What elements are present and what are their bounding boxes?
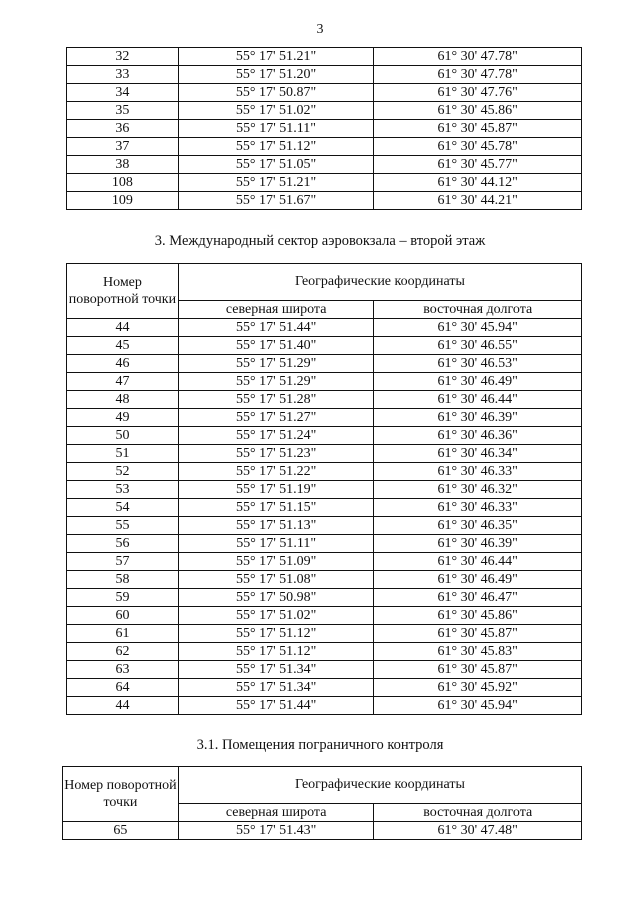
cell-latitude: 55° 17' 51.29" <box>178 355 374 373</box>
cell-latitude: 55° 17' 51.15" <box>178 499 374 517</box>
table-row <box>67 481 582 499</box>
cell-latitude: 55° 17' 51.21" <box>178 48 374 66</box>
cell-longitude: 61° 30' 46.39" <box>374 535 582 553</box>
cell-point-number: 51 <box>67 445 179 463</box>
cell-point-number: 47 <box>67 373 179 391</box>
cell-latitude: 55° 17' 51.44" <box>178 319 374 337</box>
table-row <box>67 553 582 571</box>
cell-latitude: 55° 17' 51.19" <box>178 481 374 499</box>
cell-latitude: 55° 17' 51.22" <box>178 463 374 481</box>
table-row <box>67 661 582 679</box>
cell-latitude: 55° 17' 50.87" <box>178 84 374 102</box>
table-row <box>67 499 582 517</box>
cell-point-number: 53 <box>67 481 179 499</box>
cell-point-number: 44 <box>67 319 179 337</box>
table-row <box>67 391 582 409</box>
cell-longitude: 61° 30' 46.35" <box>374 517 582 535</box>
cell-point-number: 63 <box>67 661 179 679</box>
header-latitude: северная широта <box>178 804 374 822</box>
cell-longitude: 61° 30' 46.49" <box>374 571 582 589</box>
cell-point-number: 45 <box>67 337 179 355</box>
cell-latitude: 55° 17' 50.98" <box>178 589 374 607</box>
table-row <box>67 625 582 643</box>
cell-longitude: 61° 30' 46.47" <box>374 589 582 607</box>
cell-latitude: 55° 17' 51.29" <box>178 373 374 391</box>
cell-point-number: 54 <box>67 499 179 517</box>
header-point-number: Номер поворотной точки <box>67 264 179 319</box>
cell-point-number: 33 <box>67 66 179 84</box>
cell-point-number: 49 <box>67 409 179 427</box>
table-row <box>67 102 582 120</box>
cell-point-number: 60 <box>67 607 179 625</box>
table-row <box>67 517 582 535</box>
header-geographic-coordinates: Географические координаты <box>178 767 581 804</box>
cell-longitude: 61° 30' 45.87" <box>374 625 582 643</box>
table-row <box>67 337 582 355</box>
table-row <box>67 138 582 156</box>
table-row <box>67 48 582 66</box>
cell-point-number: 64 <box>67 679 179 697</box>
cell-latitude: 55° 17' 51.34" <box>178 679 374 697</box>
cell-longitude: 61° 30' 47.78" <box>374 48 582 66</box>
cell-latitude: 55° 17' 51.21" <box>178 174 374 192</box>
cell-longitude: 61° 30' 46.32" <box>374 481 582 499</box>
cell-point-number: 58 <box>67 571 179 589</box>
cell-latitude: 55° 17' 51.12" <box>178 625 374 643</box>
header-longitude: восточная долгота <box>374 301 582 319</box>
cell-point-number: 46 <box>67 355 179 373</box>
cell-longitude: 61° 30' 45.87" <box>374 120 582 138</box>
cell-longitude: 61° 30' 47.48" <box>374 822 582 840</box>
cell-point-number: 35 <box>67 102 179 120</box>
table-row <box>67 355 582 373</box>
table-row <box>67 697 582 715</box>
cell-longitude: 61° 30' 44.21" <box>374 192 582 210</box>
cell-longitude: 61° 30' 45.83" <box>374 643 582 661</box>
cell-longitude: 61° 30' 45.86" <box>374 607 582 625</box>
cell-latitude: 55° 17' 51.05" <box>178 156 374 174</box>
cell-point-number: 62 <box>67 643 179 661</box>
header-latitude: северная широта <box>178 301 374 319</box>
cell-longitude: 61° 30' 46.34" <box>374 445 582 463</box>
cell-latitude: 55° 17' 51.20" <box>178 66 374 84</box>
cell-latitude: 55° 17' 51.08" <box>178 571 374 589</box>
coordinates-table-section-3-1 <box>62 766 582 840</box>
table-row <box>67 643 582 661</box>
cell-latitude: 55° 17' 51.67" <box>178 192 374 210</box>
cell-point-number: 38 <box>67 156 179 174</box>
cell-longitude: 61° 30' 46.44" <box>374 391 582 409</box>
cell-latitude: 55° 17' 51.27" <box>178 409 374 427</box>
cell-latitude: 55° 17' 51.12" <box>178 138 374 156</box>
cell-latitude: 55° 17' 51.11" <box>178 535 374 553</box>
table-row <box>67 427 582 445</box>
cell-point-number: 44 <box>67 697 179 715</box>
table-row <box>67 174 582 192</box>
cell-longitude: 61° 30' 46.33" <box>374 463 582 481</box>
table-row <box>67 66 582 84</box>
cell-latitude: 55° 17' 51.09" <box>178 553 374 571</box>
cell-longitude: 61° 30' 47.76" <box>374 84 582 102</box>
cell-longitude: 61° 30' 45.77" <box>374 156 582 174</box>
table-row <box>67 373 582 391</box>
cell-longitude: 61° 30' 46.55" <box>374 337 582 355</box>
table-row <box>67 463 582 481</box>
table-row <box>67 120 582 138</box>
table-body <box>67 319 582 715</box>
cell-latitude: 55° 17' 51.24" <box>178 427 374 445</box>
cell-latitude: 55° 17' 51.40" <box>178 337 374 355</box>
cell-latitude: 55° 17' 51.28" <box>178 391 374 409</box>
cell-longitude: 61° 30' 44.12" <box>374 174 582 192</box>
cell-longitude: 61° 30' 46.53" <box>374 355 582 373</box>
cell-latitude: 55° 17' 51.23" <box>178 445 374 463</box>
cell-longitude: 61° 30' 45.92" <box>374 679 582 697</box>
cell-longitude: 61° 30' 46.44" <box>374 553 582 571</box>
cell-latitude: 55° 17' 51.02" <box>178 102 374 120</box>
cell-point-number: 56 <box>67 535 179 553</box>
cell-longitude: 61° 30' 45.94" <box>374 319 582 337</box>
section-3-1-heading: 3.1. Помещения пограничного контроля <box>196 737 444 753</box>
cell-latitude: 55° 17' 51.13" <box>178 517 374 535</box>
cell-point-number: 50 <box>67 427 179 445</box>
cell-point-number: 36 <box>67 120 179 138</box>
cell-longitude: 61° 30' 46.39" <box>374 409 582 427</box>
table-row <box>67 192 582 210</box>
cell-latitude: 55° 17' 51.11" <box>178 120 374 138</box>
table-row <box>63 822 582 840</box>
table-body <box>67 48 582 210</box>
table-row <box>67 156 582 174</box>
cell-latitude: 55° 17' 51.02" <box>178 607 374 625</box>
cell-longitude: 61° 30' 45.94" <box>374 697 582 715</box>
cell-point-number: 109 <box>67 192 179 210</box>
table-row <box>67 589 582 607</box>
table-row <box>67 571 582 589</box>
table-row <box>67 319 582 337</box>
cell-latitude: 55° 17' 51.12" <box>178 643 374 661</box>
header-point-number: Номер поворотной точки <box>63 767 179 822</box>
table-body <box>63 822 582 840</box>
cell-point-number: 52 <box>67 463 179 481</box>
table-row <box>67 679 582 697</box>
cell-point-number: 61 <box>67 625 179 643</box>
cell-point-number: 37 <box>67 138 179 156</box>
cell-longitude: 61° 30' 47.78" <box>374 66 582 84</box>
cell-latitude: 55° 17' 51.34" <box>178 661 374 679</box>
cell-point-number: 65 <box>63 822 179 840</box>
cell-longitude: 61° 30' 45.86" <box>374 102 582 120</box>
page-number: 3 <box>316 22 324 37</box>
table-row <box>67 409 582 427</box>
table-row <box>67 84 582 102</box>
table-row <box>67 607 582 625</box>
table-row <box>67 445 582 463</box>
section-3-heading: 3. Международный сектор аэровокзала – второй этаж <box>154 233 486 249</box>
cell-point-number: 48 <box>67 391 179 409</box>
cell-longitude: 61° 30' 46.33" <box>374 499 582 517</box>
cell-longitude: 61° 30' 45.78" <box>374 138 582 156</box>
table-row <box>67 535 582 553</box>
cell-point-number: 59 <box>67 589 179 607</box>
cell-point-number: 55 <box>67 517 179 535</box>
cell-longitude: 61° 30' 45.87" <box>374 661 582 679</box>
header-longitude: восточная долгота <box>374 804 582 822</box>
cell-longitude: 61° 30' 46.49" <box>374 373 582 391</box>
header-geographic-coordinates: Географические координаты <box>178 264 581 301</box>
cell-point-number: 108 <box>67 174 179 192</box>
coordinates-table-continued <box>66 47 582 210</box>
cell-point-number: 32 <box>67 48 179 66</box>
cell-point-number: 57 <box>67 553 179 571</box>
cell-latitude: 55° 17' 51.43" <box>178 822 374 840</box>
coordinates-table-section-3 <box>66 263 582 715</box>
cell-longitude: 61° 30' 46.36" <box>374 427 582 445</box>
cell-latitude: 55° 17' 51.44" <box>178 697 374 715</box>
cell-point-number: 34 <box>67 84 179 102</box>
